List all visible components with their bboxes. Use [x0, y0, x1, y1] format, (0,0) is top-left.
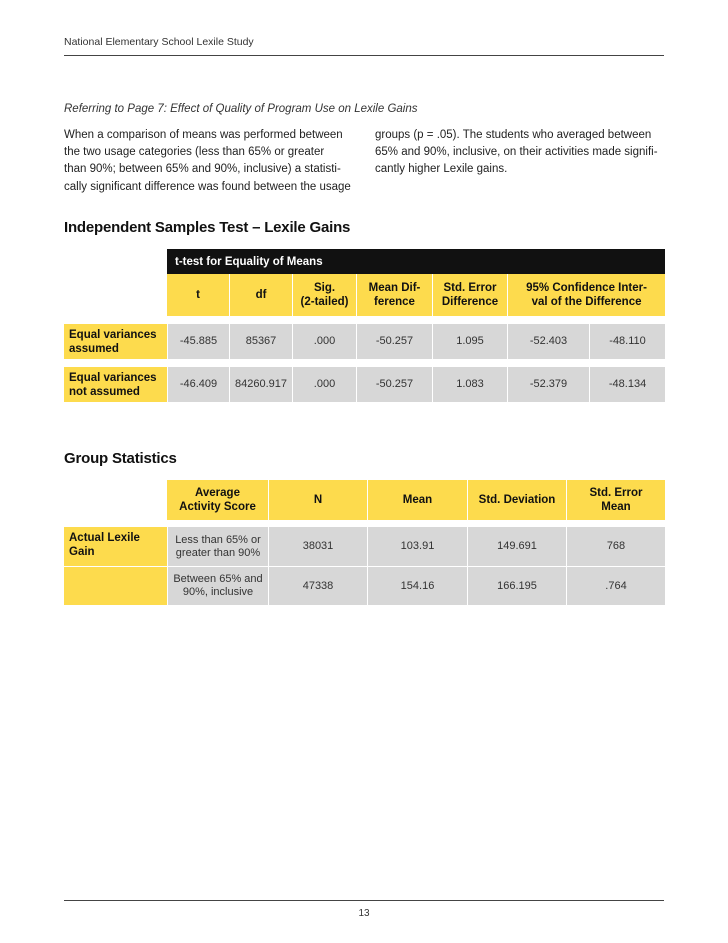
body-column-left	[64, 127, 364, 196]
table-cell: -48.134	[589, 367, 665, 402]
group-stats-title: Group Statistics	[64, 450, 177, 467]
section-subtitle: Referring to Page 7: Effect of Quality of Program Use on Lexile Gains	[64, 103, 418, 115]
table-cell: 38031	[268, 527, 367, 566]
table-cell: 768	[566, 527, 665, 566]
col-header-std-error-mean: Std. Error Mean	[566, 480, 665, 520]
body-line: the two usage categories (less than 65% or greater	[64, 146, 325, 159]
table-row	[64, 566, 665, 605]
blank-corner	[64, 480, 167, 520]
group-header: t-test for Equality of Means	[167, 249, 665, 274]
body-line: cally significant difference was found between the usage	[64, 180, 351, 193]
col-header-sig: Sig. (2-tailed)	[292, 274, 356, 316]
body-line: When a comparison of means was performed between	[64, 129, 343, 141]
table-row	[64, 367, 665, 402]
footer-rule	[64, 900, 664, 901]
table-cell: -52.403	[507, 324, 589, 359]
table-cell: -45.885	[167, 324, 229, 359]
independent-samples-table	[64, 249, 665, 402]
col-header-mean: Mean	[367, 480, 467, 520]
table-cell: 47338	[268, 566, 367, 605]
table-row	[64, 324, 665, 359]
table-cell: Between 65% and 90%, inclusive	[167, 566, 268, 605]
independent-test-title: Independent Samples Test – Lexile Gains	[64, 219, 351, 236]
col-header-std-deviation: Std. Deviation	[467, 480, 566, 520]
group-statistics-table	[64, 480, 665, 605]
table-cell: 1.083	[432, 367, 507, 402]
blank-corner	[64, 249, 167, 274]
table-cell: 149.691	[467, 527, 566, 566]
table-cell: 1.095	[432, 324, 507, 359]
table-row	[64, 527, 665, 566]
table-cell: 103.91	[367, 527, 467, 566]
table-cell: -46.409	[167, 367, 229, 402]
table-cell: .764	[566, 566, 665, 605]
blank-corner	[64, 274, 167, 316]
col-header-mean-diff: Mean Dif- ference	[356, 274, 432, 316]
col-header-n: N	[268, 480, 367, 520]
col-header-confidence-interval: 95% Confidence Inter- val of the Difference	[507, 274, 665, 316]
table-cell: -52.379	[507, 367, 589, 402]
body-line: than 90%; between 65% and 90%, inclusive) a statisti-	[64, 163, 341, 176]
table-cell: 85367	[229, 324, 292, 359]
header-rule	[64, 55, 664, 56]
table-cell: -48.110	[589, 324, 665, 359]
col-header-t: t	[167, 274, 229, 316]
table-cell: 166.195	[467, 566, 566, 605]
body-line: groups (p = .05). The students who averaged between	[375, 129, 652, 141]
row-label: Actual Lexile Gain	[64, 527, 167, 566]
body-line: cantly higher Lexile gains.	[375, 163, 508, 176]
col-header-df: df	[229, 274, 292, 316]
table-cell: 154.16	[367, 566, 467, 605]
table-cell: Less than 65% or greater than 90%	[167, 527, 268, 566]
row-label-blank	[64, 566, 167, 605]
table-cell: .000	[292, 367, 356, 402]
body-column-right	[375, 127, 665, 179]
col-header-std-error-diff: Std. Error Difference	[432, 274, 507, 316]
running-header: National Elementary School Lexile Study	[64, 36, 254, 48]
body-line: 65% and 90%, inclusive, on their activities made signifi-	[375, 146, 658, 159]
row-label: Equal variances assumed	[64, 324, 167, 359]
table-cell: -50.257	[356, 367, 432, 402]
table-cell: .000	[292, 324, 356, 359]
table-cell: -50.257	[356, 324, 432, 359]
row-label: Equal variances not assumed	[64, 367, 167, 402]
table-cell: 84260.917	[229, 367, 292, 402]
col-header-activity-score: Average Activity Score	[167, 480, 268, 520]
page-number: 13	[358, 908, 370, 919]
